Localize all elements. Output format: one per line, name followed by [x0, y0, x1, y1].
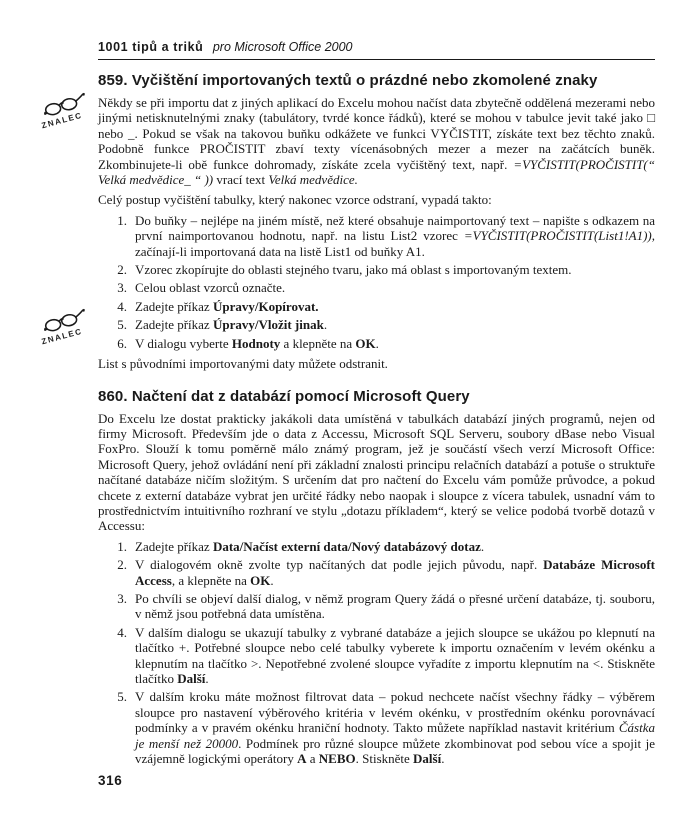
section-860-intro	[98, 411, 655, 534]
text-segment: Úpravy/Vložit jinak	[212, 317, 324, 333]
text-segment: Po chvíli se objeví další dialog, v němž program Query žádá o přesné určení databáze, tj. souboru, v němž jsou potřebná data umístěna.	[135, 590, 655, 622]
running-header	[98, 40, 655, 60]
expert-tip-marker	[33, 308, 91, 347]
list-item-number: 5.	[117, 317, 127, 333]
text-segment: Někdy se při importu dat z jiných aplikací do Excelu mohou načíst data zbytečně oddělená mezerami nebo jinými netisknutelnými znaky (tabulátory, tvrdé konce řádků), které se mohou v tabulce jevit také jako □ nebo _. Pokud se však na takovou buňku odkážete ve funkci VYČISTIT, získáte text bez těchto znaků. Podobně funkce PROČISTIT zbaví texty vícenásobných mezer a mezer na začátcích buněk. Zkombinujete-li obě funkce dohromady, získáte zcela vyčištěný text, např.	[98, 95, 655, 172]
text-segment: Celou oblast vzorců označte.	[135, 280, 286, 296]
text-segment: V dialogovém okně zvolte typ načítaných dat podle jejich původu, např.	[135, 557, 544, 573]
text-segment: začínají-li importovaná data na listě List1 od buňky A1.	[135, 243, 425, 259]
list-item-text	[135, 539, 484, 554]
expert-icon-label: ZNALEC	[40, 110, 84, 131]
list-item-text	[135, 262, 571, 277]
section-860-heading: 860. Načtení dat z databází pomocí Microsoft Query	[98, 387, 470, 405]
text-segment: Zadejte příkaz	[135, 317, 213, 333]
text-segment: V dalším dialogu se ukazují tabulky z vybrané databáze a jejich sloupce se ukážou po klepnutí na tlačítko +. Potřebné sloupce nebo celé tabulky vyberete k importu označením v levém okénku a klepnutím na tlačítko >. Nepotřebné zvolené sloupce vyřadíte z importu klepnutím na <. Stiskněte tlačítko	[135, 624, 655, 686]
list-item-number: 2.	[117, 262, 127, 278]
list-item-number: 3.	[117, 590, 127, 606]
text-segment: .	[323, 317, 328, 333]
list-item-text	[135, 625, 655, 686]
text-segment: Vzorec zkopírujte do oblasti stejného tvaru, jako má oblast s importovaným textem.	[135, 262, 572, 278]
list-item-text	[135, 591, 655, 621]
text-segment: Databáze Microsoft Access	[135, 557, 655, 588]
text-segment: .	[205, 671, 209, 686]
section-860-steps	[98, 539, 655, 767]
expert-tip-marker	[33, 92, 91, 131]
text-segment: Data/Načíst externí data/Nový databázový dotaz	[212, 538, 481, 554]
list-item	[98, 591, 655, 622]
text-segment: OK	[355, 335, 376, 351]
text-segment: Do buňky – nejlépe na jiném místě, než které obsahuje naimportovaný text – napište s odkazem na první naimportovanou hodnotu, např. na listu List2 vzorec	[135, 212, 655, 244]
list-item-text	[135, 336, 379, 351]
text-segment: V dalším kroku máte možnost filtrovat data – pokud nechcete načíst všechny řádky – výběrem sloupce pro nastavení výběrového kritéria v levém okénku, v prostředním okénku porovnávací podmínky a v pravém okénku hraniční hodnoty. Takto můžete například nastavit kritérium	[135, 689, 655, 736]
text-segment: Celý postup vyčištění tabulky, který nakonec vzorce odstraní, vypadá takto:	[98, 192, 492, 208]
text-segment: V dialogu vyberte	[135, 335, 232, 351]
text-segment: =VYČISTIT(PROČISTIT(“ Velká medvědice_ “ ))	[98, 156, 655, 188]
text-segment: Další	[413, 751, 442, 767]
text-segment: Zadejte příkaz	[135, 298, 213, 314]
text-segment: a klepněte na	[280, 335, 356, 351]
text-segment: NEBO	[318, 751, 356, 767]
text-segment: Do Excelu lze dostat prakticky jakákoli data umístěná v tabulkách databází jiných programů, nejen od firmy Microsoft. Především jde o data z Accessu, Microsoft SQL Serveru, soubory dBase nebo Visual FoxPro. Slouží k tomu poměrně málo známý program, jež je součástí všech verzí Microsoft Office: Microsoft Query, jehož ovládání není při základní znalosti principu relačních databází a potuše o struktuře načítané databáze ničím složitým. S určením dat pro načtení do Excelu vám pomůže průvodce, a pokud chcete z externí databáze vybrat jen určité řádky nebo naopak i sloupce z vícera tabulek, usnadní vám to prostřednictvím intuitivního rozhraní ve stylu „dotazu příkladem“, který se velice podobá tvorbě dotazů v Accessu:	[98, 410, 655, 534]
section-859-intro	[98, 95, 655, 187]
text-segment: . Stiskněte	[355, 751, 414, 767]
text-segment: Další	[177, 671, 206, 686]
expert-icon-label: ZNALEC	[40, 326, 84, 347]
list-item-text	[135, 557, 655, 587]
text-segment: =VYČISTIT(PROČISTIT(List1!A1)),	[463, 228, 655, 244]
list-item-number: 1.	[117, 538, 127, 554]
text-segment: .	[480, 538, 485, 554]
text-segment: Částka je menší než 20000	[135, 720, 655, 751]
list-item-number: 4.	[117, 624, 127, 640]
text-segment: .	[375, 335, 379, 351]
text-segment: .	[270, 572, 274, 588]
text-segment: List s původními importovanými daty můžete odstranit.	[98, 356, 388, 372]
list-item	[98, 557, 655, 588]
text-segment: A	[297, 751, 307, 767]
list-item-number: 5.	[117, 689, 127, 705]
list-item-text	[135, 317, 327, 332]
text-segment: Zadejte příkaz	[135, 538, 213, 554]
list-item	[98, 317, 655, 332]
text-segment: a	[306, 751, 319, 767]
book-title: 1001 tipů a triků	[98, 40, 204, 54]
section-859-heading: 859. Vyčištění importovaných textů o prázdné nebo zkomolené znaky	[98, 72, 598, 89]
text-segment: OK	[250, 572, 271, 588]
text-segment: Velká medvědice.	[268, 172, 358, 188]
list-item	[98, 213, 655, 259]
text-segment: . Podmínek pro různé sloupce můžete zkombinovat pod sebou více a spojit je vzájemně logickými operátory	[135, 735, 655, 767]
text-segment: Úpravy/Kopírovat.	[212, 298, 319, 314]
text-segment: vrací text	[213, 172, 269, 188]
list-item	[98, 625, 655, 687]
text-segment: , a klepněte na	[171, 572, 251, 588]
list-item-text	[135, 213, 655, 259]
book-subtitle: pro Microsoft Office 2000	[212, 40, 353, 54]
list-item	[98, 299, 655, 314]
list-item	[98, 280, 655, 295]
list-item-number: 3.	[117, 280, 127, 296]
list-item-text	[135, 299, 319, 314]
list-item-number: 6.	[117, 335, 127, 351]
list-item-number: 4.	[117, 298, 127, 314]
page-number: 316	[98, 773, 123, 788]
list-item-text	[135, 280, 285, 295]
section-859-lead	[98, 192, 655, 207]
list-item	[98, 262, 655, 277]
text-segment: .	[441, 751, 445, 767]
section-859-steps	[98, 213, 655, 351]
list-item-number: 2.	[117, 557, 127, 573]
list-item	[98, 689, 655, 766]
list-item-text	[135, 689, 655, 766]
list-item	[98, 539, 655, 554]
page-content	[98, 40, 655, 771]
list-item-number: 1.	[117, 212, 127, 228]
text-segment: Hodnoty	[231, 335, 281, 351]
section-859-outro	[98, 356, 655, 371]
list-item	[98, 336, 655, 351]
